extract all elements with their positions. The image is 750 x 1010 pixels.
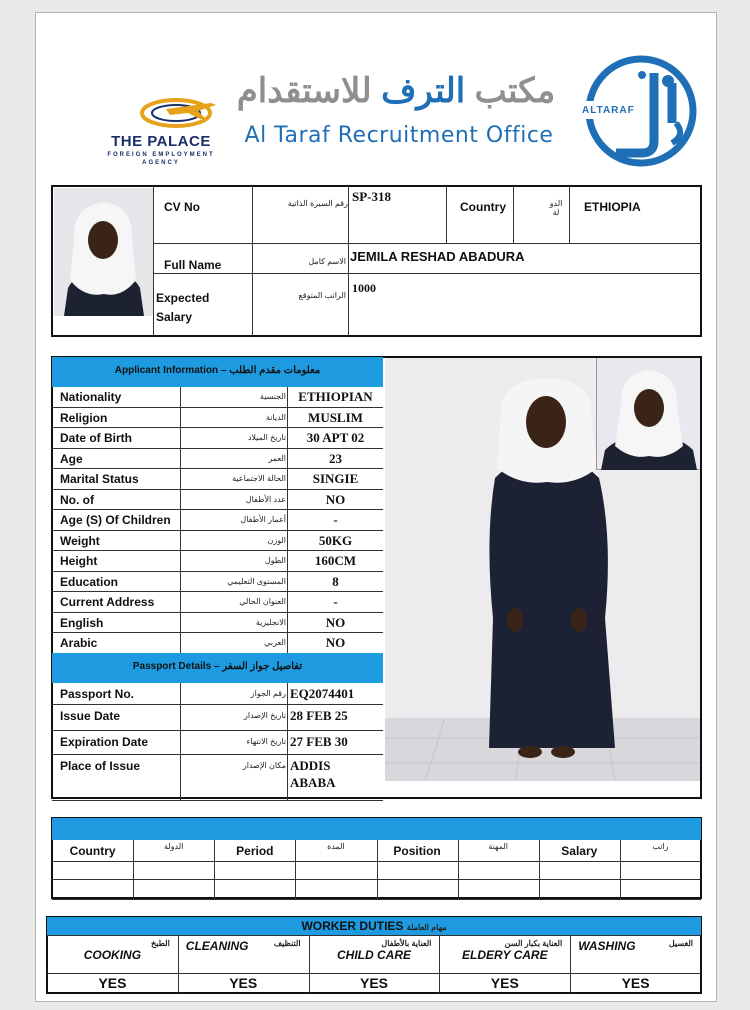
full-name-label-ar: الاسم كامل: [308, 257, 346, 266]
office-name-english: Al Taraf Recruitment Office: [244, 123, 554, 148]
office-ar-3: للاستقدام: [236, 72, 382, 110]
applicant-row: [52, 510, 383, 531]
duty-label-ar: الغسيل: [668, 939, 693, 948]
experience-col-header: Country: [69, 844, 116, 858]
applicant-field-value: 30 APT 02: [306, 430, 365, 445]
duty-label-en: ELDERY CARE: [462, 948, 548, 962]
palace-sub-line2: AGENCY: [142, 160, 180, 166]
applicant-field-label: English: [60, 615, 104, 630]
applicant-field-value: -: [333, 594, 338, 609]
applicant-inset-image: [597, 358, 700, 470]
expected-salary-label-ar: الراتب المتوقع: [298, 291, 346, 300]
expected-salary-value: 1000: [352, 281, 376, 295]
applicant-field-label-ar: الحالة الاجتماعية: [232, 474, 286, 483]
passport-field-value: EQ2074401: [290, 686, 355, 701]
applicant-row: [52, 633, 383, 654]
passport-row: [52, 731, 383, 755]
duty-label-en: CHILD CARE: [336, 948, 411, 962]
applicant-field-label: Height: [60, 554, 98, 568]
airplane-icon: [136, 91, 226, 133]
applicant-field-label: Arabic: [60, 636, 98, 650]
experience-col-header-ar: الدولة: [163, 842, 184, 851]
office-name-arabic: [231, 71, 561, 111]
applicant-row: [52, 469, 383, 490]
duty-label-ar: العناية بالأطفال: [381, 939, 432, 948]
palace-sub-line1: FOREIGN EMPLOYMENT: [107, 152, 215, 158]
passport-field-label: Expiration Date: [60, 735, 149, 749]
expected-salary-label-2: Salary: [156, 310, 193, 324]
applicant-field-label: Education: [60, 574, 119, 589]
country-value: ETHIOPIA: [584, 200, 641, 214]
country-label: Country: [460, 200, 506, 214]
applicant-field-label: Current Address: [60, 595, 155, 609]
passport-row: [52, 755, 383, 801]
duty-label-en: CLEANING: [185, 939, 249, 953]
applicant-row: [52, 490, 383, 511]
passport-field-label-ar: رقم الجواز: [250, 689, 286, 698]
applicant-row: [52, 387, 383, 408]
duty-label-ar: الطبخ: [150, 939, 170, 948]
applicant-field-label: Date of Birth: [60, 431, 132, 445]
palace-subtitle: [76, 151, 246, 167]
applicant-field-value: SINGIE: [312, 471, 359, 486]
duty-value: YES: [359, 975, 388, 991]
applicant-field-value: NO: [325, 635, 346, 650]
duty-label: [47, 939, 178, 962]
duty-value: YES: [229, 975, 258, 991]
applicant-field-value: MUSLIM: [308, 409, 363, 425]
experience-col-header: Period: [236, 844, 274, 858]
altaraf-logo: [576, 53, 706, 168]
applicant-field-label-ar: المستوى التعليمي: [227, 576, 286, 586]
applicant-field-label: Age: [60, 451, 83, 466]
passport-field-label-ar: تاريخ الإصدار: [243, 711, 286, 720]
palace-title: THE PALACE: [111, 133, 211, 150]
applicant-field-label: Religion: [60, 410, 108, 425]
full-name-value: JEMILA RESHAD ABADURA: [350, 249, 525, 264]
applicant-field-label-ar: الديانة: [265, 412, 286, 422]
expected-salary-label-1: Expected: [156, 291, 210, 305]
office-ar-2: الترف: [381, 72, 466, 110]
passport-field-value-line2: ABABA: [290, 775, 336, 790]
applicant-field-value: NO: [325, 614, 346, 630]
applicant-portrait-image: [54, 188, 153, 316]
experience-col-header-ar: راتب: [652, 842, 669, 851]
applicant-info-title: Applicant Information – معلومات مقدم الطلب: [114, 365, 321, 376]
applicant-field-label-ar: العمر: [268, 453, 286, 463]
duty-label: [178, 939, 309, 953]
applicant-field-value: NO: [325, 491, 346, 507]
passport-field-label: Place of Issue: [60, 759, 141, 773]
cv-no-label: CV No: [164, 200, 200, 214]
applicant-field-label: Nationality: [60, 390, 122, 404]
applicant-field-label-ar: الطول: [264, 556, 286, 565]
cv-no-value: SP-318: [352, 189, 391, 204]
applicant-row: [52, 592, 383, 613]
duty-label-en: COOKING: [83, 948, 142, 962]
cv-no-label-ar: رقم السيرة الذاتية: [287, 199, 348, 208]
passport-field-value: 27 FEB 30: [290, 734, 348, 749]
worker-duties-title: [47, 919, 701, 933]
full-name-label: Full Name: [164, 258, 222, 272]
passport-details-header: [52, 653, 383, 683]
expected-salary-label: [156, 289, 209, 327]
applicant-field-label-ar: العربي: [264, 638, 286, 647]
applicant-info-header: [52, 357, 383, 387]
applicant-field-value: 23: [329, 450, 342, 466]
passport-row: [52, 683, 383, 705]
duty-label: [439, 939, 570, 962]
applicant-photo-inset: [596, 358, 700, 470]
passport-field-label-ar: تاريخ الانتهاء: [246, 737, 286, 746]
experience-col-header: Salary: [561, 844, 598, 858]
office-ar-1: مكتب: [465, 72, 556, 110]
applicant-field-value: 8: [332, 573, 339, 589]
passport-field-label: Issue Date: [60, 709, 121, 723]
worker-duties-title-en: WORKER DUTIES: [301, 919, 404, 933]
applicant-field-label-ar: تاريخ الميلاد: [247, 433, 286, 442]
duty-label: [570, 939, 701, 953]
passport-field-label-ar: مكان الإصدار: [242, 761, 286, 770]
duty-value: YES: [621, 975, 650, 991]
duty-label: [309, 939, 440, 962]
worker-duties-title-ar: مهام العاملة: [406, 923, 447, 932]
passport-row: [52, 705, 383, 731]
passport-field-value-line1: ADDIS: [290, 758, 331, 773]
cv-page: [35, 12, 717, 1002]
applicant-row: [52, 408, 383, 429]
applicant-field-label-ar: العنوان الحالي: [239, 597, 286, 606]
duty-value: YES: [98, 975, 127, 991]
palace-logo: [76, 91, 236, 171]
applicant-field-value: 50KG: [318, 532, 353, 548]
duty-value: YES: [490, 975, 519, 991]
applicant-photo-full: [385, 358, 700, 781]
applicant-photo-small: [54, 188, 153, 316]
experience-header-bar: [52, 818, 701, 840]
applicant-field-value: -: [333, 512, 338, 527]
duty-label-ar: العناية بكبار السن: [504, 939, 563, 948]
applicant-field-label-ar: الوزن: [267, 535, 286, 545]
applicant-field-label-ar: الجنسية: [259, 392, 286, 401]
country-label-ar: الدو لة: [549, 199, 563, 217]
applicant-field-label: Age (S) Of Children: [60, 513, 171, 527]
applicant-row: [52, 531, 383, 552]
passport-details-title: Passport Details – تفاصيل جواز السفر: [132, 661, 303, 672]
passport-field-value: 28 FEB 25: [290, 708, 348, 723]
duty-label-ar: التنظيف: [273, 939, 301, 948]
applicant-row: [52, 428, 383, 449]
experience-col-header: Position: [393, 844, 441, 858]
applicant-field-label-ar: أعمار الأطفال: [240, 515, 286, 524]
applicant-row: [52, 613, 383, 634]
experience-col-header-ar: المدة: [327, 842, 345, 851]
experience-col-header-ar: المهنة: [488, 842, 509, 851]
passport-field-label: Passport No.: [60, 687, 135, 701]
worker-duties-header: [47, 917, 701, 935]
applicant-row: [52, 551, 383, 572]
applicant-field-value: 160CM: [314, 553, 357, 568]
applicant-field-label: No. of: [60, 492, 94, 507]
applicant-row: [52, 449, 383, 470]
applicant-field-label-ar: عدد الأطفال: [245, 494, 286, 504]
altaraf-logo-text: ALTARAF: [582, 105, 635, 116]
duty-label-en: WASHING: [578, 939, 636, 953]
applicant-field-label-ar: الانجليزية: [255, 617, 286, 627]
applicant-field-value: ETHIOPIAN: [298, 389, 373, 404]
applicant-row: [52, 572, 383, 593]
applicant-field-label: Weight: [60, 533, 100, 548]
applicant-field-label: Marital Status: [60, 472, 139, 486]
